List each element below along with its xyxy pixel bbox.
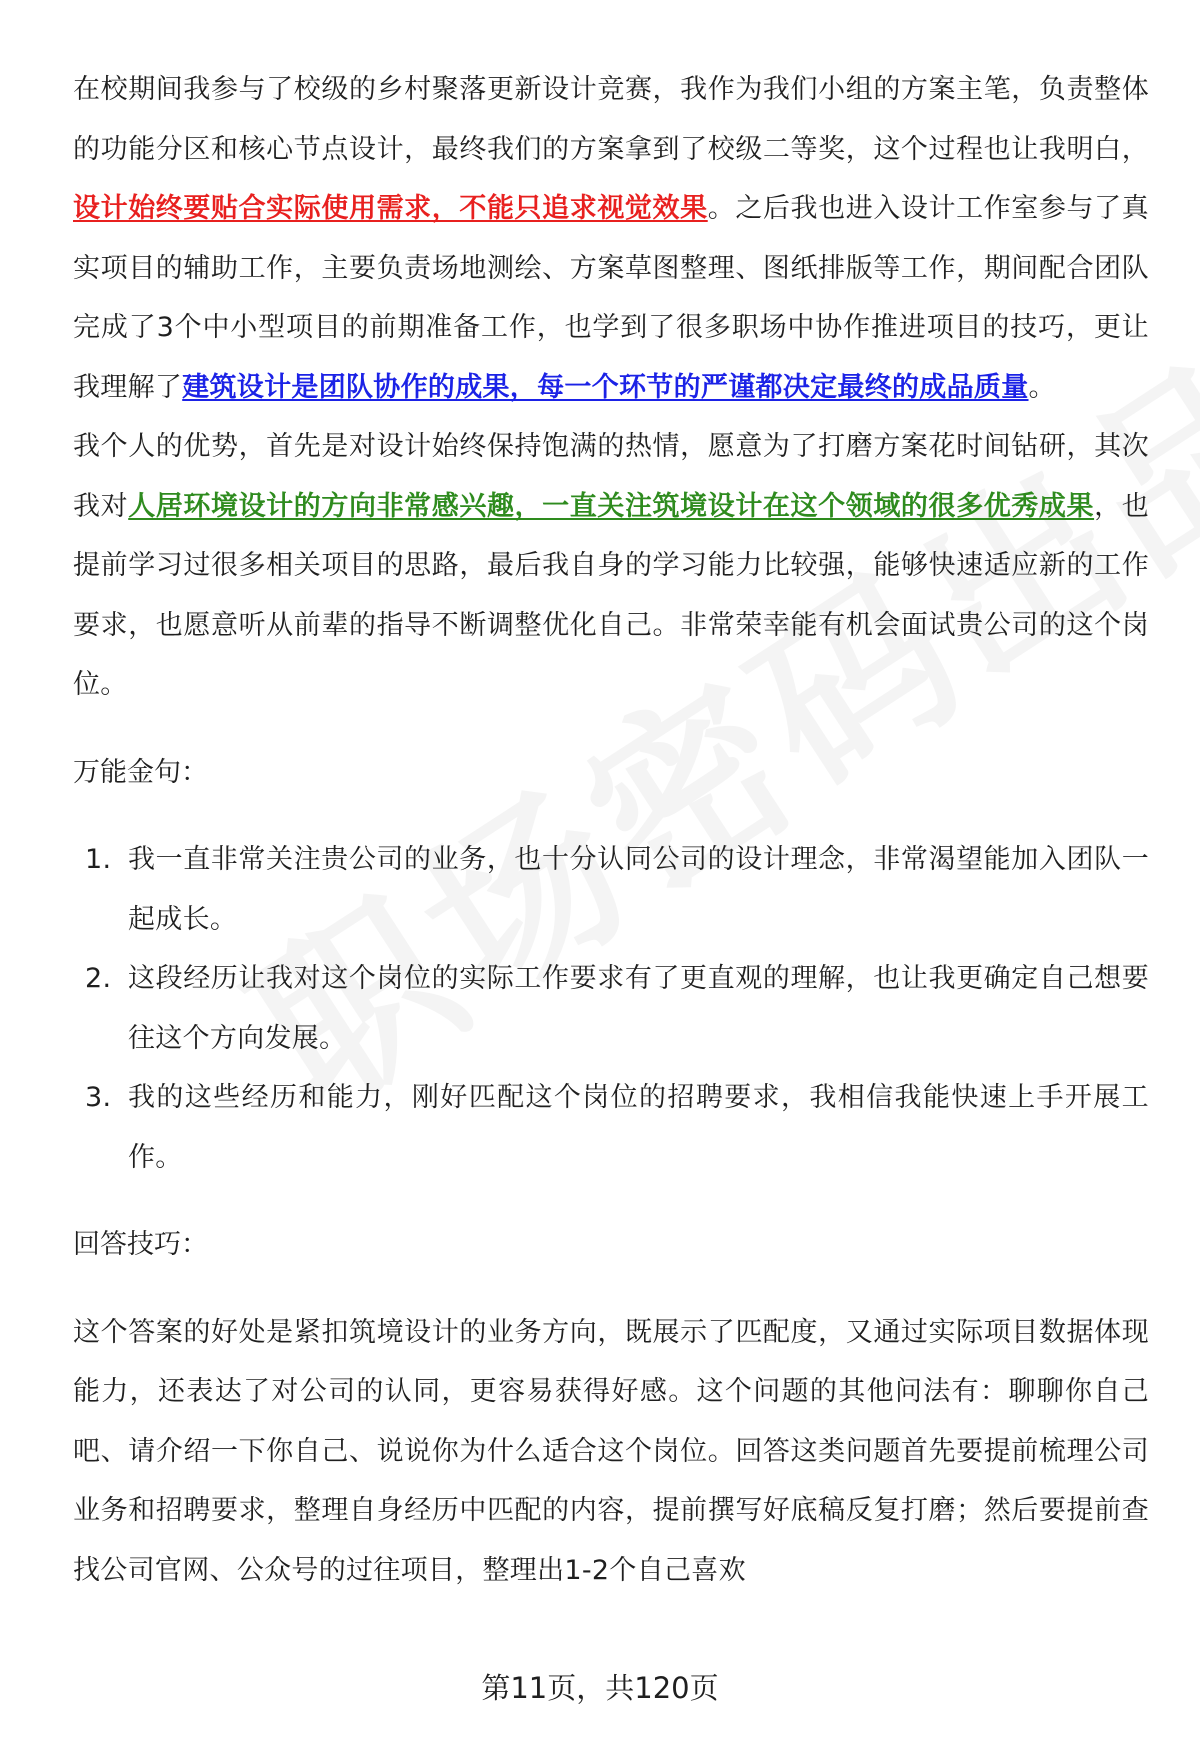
golden-sentences-heading: 万能金句： — [73, 756, 208, 788]
highlight-blue: 建筑设计是团队协作的成果，每一个环节的严谨都决定最终的成品质量 — [182, 371, 1029, 403]
list-number: 2. — [85, 963, 112, 994]
paragraph-text: 我个人的优势，首先是对设计始终保持饱满的热情，愿意为了打磨方案花时间钻研，其次我对 — [73, 431, 1149, 522]
list-item-text: 这段经历让我对这个岗位的实际工作要求有了更直观的理解，也让我更确定自己想要往这个方向发展。 — [128, 963, 1149, 1054]
paragraph-experience — [73, 60, 1149, 417]
highlight-green: 人居环境设计的方向非常感兴趣，一直关注筑境设计在这个领域的很多优秀成果 — [128, 490, 1095, 522]
highlight-red: 设计始终要贴合实际使用需求，不能只追求视觉效果 — [73, 193, 708, 224]
paragraph-strengths — [73, 417, 1149, 715]
list-number: 1. — [85, 844, 112, 875]
document-page — [73, 60, 1149, 1600]
list-number: 3. — [85, 1082, 112, 1113]
list-item — [73, 1068, 1149, 1187]
paragraph-text: 在校期间我参与了校级的乡村聚落更新设计竞赛，我作为我们小组的方案主笔，负责整体的功能分区和核心节点设计，最终我们的方案拿到了校级二等奖，这个过程也让我明白， — [73, 74, 1149, 165]
list-item — [73, 949, 1149, 1068]
paragraph-text: 。之后我也进入设计工作室参与了真实项目的辅助工作，主要负责场地测绘、方案草图整理、图纸排版等工作，期间配合团队完成了3个中小型项目的前期准备工作，也学到了很多职场中协作推进项目的技巧，更让我理解了 — [73, 193, 1149, 403]
paragraph-text: ，也提前学习过很多相关项目的思路，最后我自身的学习能力比较强，能够快速适应新的工作要求，也愿意听从前辈的指导不断调整优化自己。非常荣幸能有机会面试贵公司的这个岗位。 — [73, 490, 1149, 700]
paragraph-tips: 这个答案的好处是紧扣筑境设计的业务方向，既展示了匹配度，又通过实际项目数据体现能力，还表达了对公司的认同，更容易获得好感。这个问题的其他问法有：聊聊你自己吧、请介绍一下你自己、说说你为什么适合这个岗位。回答这类问题首先要提前梳理公司业务和招聘要求，整理自身经历中匹配的内容，提前撰写好底稿反复打磨；然后要提前查找公司官网、公众号的过往项目，整理出1-2个自己喜欢 — [73, 1316, 1149, 1586]
list-item-text: 我的这些经历和能力，刚好匹配这个岗位的招聘要求，我相信我能快速上手开展工作。 — [128, 1082, 1149, 1173]
golden-sentences-list — [73, 830, 1149, 1187]
list-item — [73, 830, 1149, 949]
page-number: 第11页，共120页 — [481, 1671, 719, 1705]
paragraph-text: 。 — [1028, 371, 1056, 403]
list-item-text: 我一直非常关注贵公司的业务，也十分认同公司的设计理念，非常渴望能加入团队一起成长。 — [128, 844, 1149, 935]
tips-heading: 回答技巧： — [73, 1229, 208, 1260]
